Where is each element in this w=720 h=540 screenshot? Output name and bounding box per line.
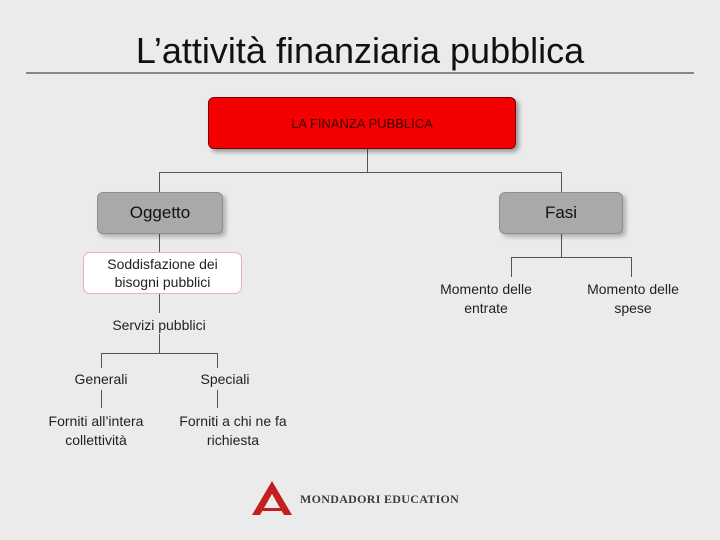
node-forniti-a-chi-ne-fa-richiesta: Forniti a chi ne fa richiesta [179, 413, 287, 448]
slide-title: L’attività finanziaria pubblica [135, 30, 585, 71]
brand-name: MONDADORI EDUCATION [300, 492, 460, 506]
node-soddisfazione: Soddisfazione dei bisogni pubblici [83, 252, 242, 294]
connector-to-fasi [561, 172, 562, 192]
connector-fasi-horizontal [511, 257, 631, 258]
connector-servizi-down [159, 334, 160, 353]
node-momento-spese: Momento delle spese [587, 281, 679, 316]
node-speciali: Speciali [200, 371, 250, 387]
connector-generali-forniti [101, 390, 102, 408]
connector-servizi-horizontal [101, 353, 217, 354]
node-servizi-pubblici: Servizi pubblici [112, 317, 206, 333]
connector-to-speciali [217, 353, 218, 368]
node-generali: Generali [74, 371, 128, 387]
connector-oggetto-soddisfazione [159, 234, 160, 252]
connector-root-down [367, 149, 368, 172]
connector-to-entrate [511, 257, 512, 277]
connector-to-generali [101, 353, 102, 368]
node-finanza-pubblica: LA FINANZA PUBBLICA [208, 97, 516, 149]
node-oggetto: Oggetto [97, 192, 223, 234]
connector-soddisfazione-servizi [159, 294, 160, 313]
connector-fasi-down [561, 234, 562, 257]
connector-speciali-forniti [217, 390, 218, 408]
mondadori-a-logo-icon [250, 480, 294, 516]
title-divider [26, 72, 694, 74]
connector-to-spese [631, 257, 632, 277]
node-forniti-intera-collettivita: Forniti all’intera collettività [48, 413, 144, 448]
connector-root-horizontal [159, 172, 561, 173]
connector-to-oggetto [159, 172, 160, 192]
node-fasi: Fasi [499, 192, 623, 234]
node-momento-entrate: Momento delle entrate [440, 281, 532, 316]
